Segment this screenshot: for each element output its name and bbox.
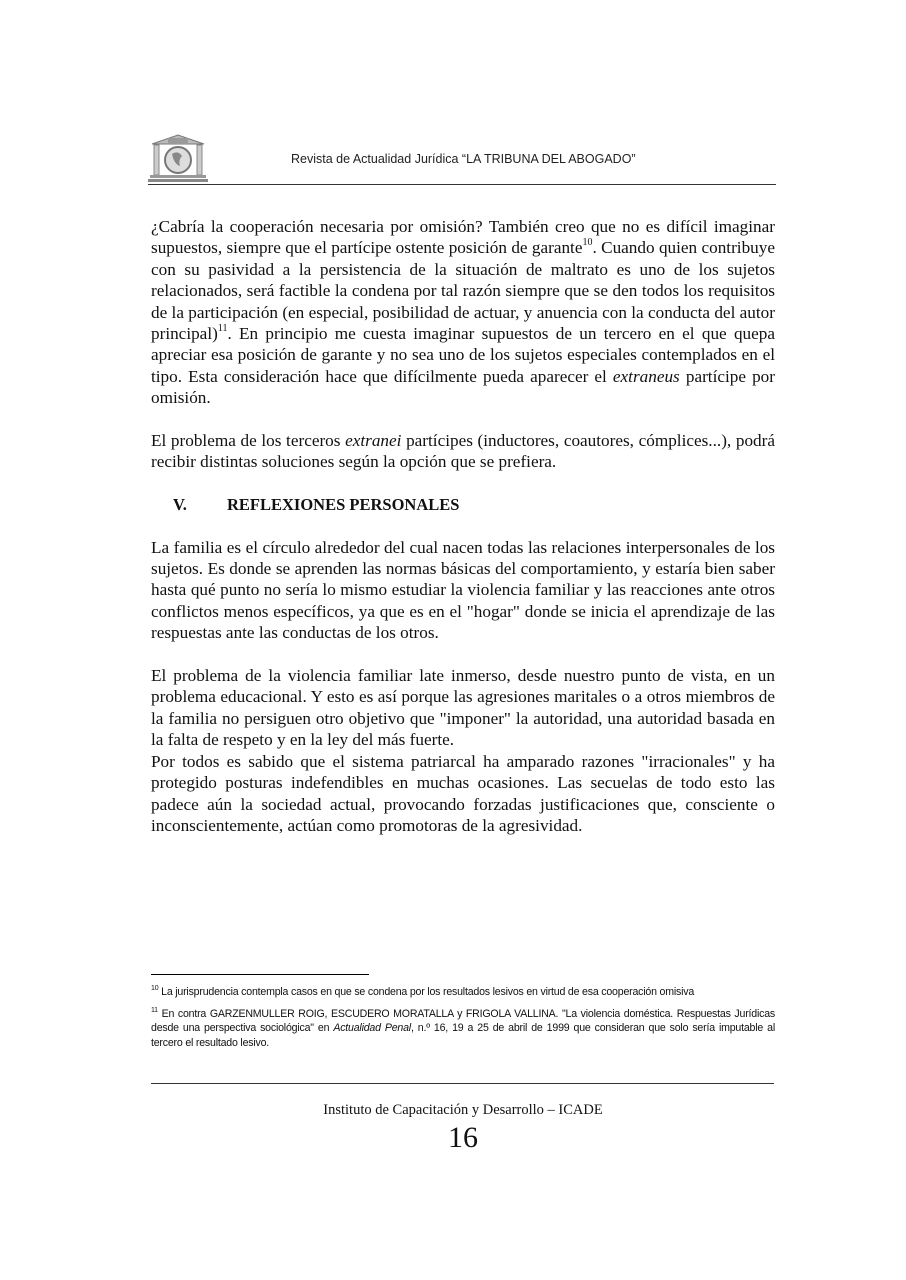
paragraph: El problema de la violencia familiar late inmerso, desde nuestro punto de vista, en un problema educacional. Y esto es así porque las agresiones maritales o a otros miembros de la familia no persiguen otro objetivo que "imponer" la autoridad, una autoridad basada en la falta de respeto y en la ley del más fuerte.	[151, 666, 775, 750]
text: ¿Cabría la cooperación necesaria por omisión? También creo que no es difícil imaginar supuestos, siempre que el partícipe ostente posición de garante	[151, 217, 775, 258]
footer-divider	[151, 1083, 774, 1084]
paragraph: Por todos es sabido que el sistema patriarcal ha amparado razones "irracionales" y ha protegido posturas indefendibles en muchas ocasiones. Las secuelas de todo esto las padece aún la sociedad actual, provocando forzadas justificaciones que, consciente o inconscientemente, actúan como promotoras de la agresividad.	[151, 751, 775, 835]
text: . En principio me cuesta imaginar supuestos de un tercero en el que quepa apreciar esa posición de garante y no sea uno de los sujetos especiales contemplados en el tipo. Esta consideración hace que difícilmente pueda aparecer el	[151, 324, 775, 386]
footnote-ref[interactable]: 10	[582, 237, 593, 249]
footnote	[151, 1007, 775, 1051]
footnote-divider	[151, 974, 369, 975]
section-title: REFLEXIONES PERSONALES	[227, 495, 460, 515]
footer-institution: Instituto de Capacitación y Desarrollo – ICADE	[323, 1102, 603, 1118]
footnote-text: , n.º 16, 19 a 25 de abril de 1999 que consideran que solo sería imputable al tercero el resultado lesivo.	[151, 1022, 775, 1049]
footnotes	[151, 985, 775, 1057]
main-text	[151, 216, 775, 858]
italic-term: extranei	[345, 431, 402, 451]
footnote-text: En contra GARZENMULLER ROIG, ESCUDERO MORATALLA y FRIGOLA VALLINA. "La violencia doméstica. Respuestas Jurídicas desde una perspectiva sociológica" en	[151, 1007, 775, 1034]
paragraph: La familia es el círculo alrededor del cual nacen todas las relaciones interpersonales de los sujetos. Es donde se aprenden las normas básicas del comportamiento, y estaría bien saber hasta qué punto no sería lo mismo estudiar la violencia familiar y las reacciones ante otros conflictos menos específicos, ya que es en el "hogar" donde se inicia el aprendizaje de las respuestas ante las conductas de los otros.	[151, 537, 775, 643]
footnote	[151, 985, 775, 1000]
footnote-number: 11	[151, 1006, 158, 1014]
page-number: 16	[448, 1121, 478, 1154]
text: . Cuando quien contribuye con su pasividad a la persistencia de la situación de maltrato es uno de los sujetos relacionados, será factible la condena por tal razón siempre que se den todos los requisitos de la participación (en especial, posibilidad de actuar, y anuencia con la conducta del autor principal)	[151, 238, 775, 344]
icade-logo-icon	[148, 134, 208, 182]
text: El problema de los terceros	[151, 431, 346, 451]
italic-term: extraneus	[612, 366, 680, 386]
footnote-text: La jurisprudencia contempla casos en que se condena por los resultados lesivos en virtud de esa cooperación omisiva	[158, 986, 695, 998]
section-number: V.	[173, 495, 187, 515]
paragraph	[151, 430, 775, 473]
text: partícipes (inductores, coautores, cómplices...), podrá recibir distintas soluciones según la opción que se prefiera.	[151, 431, 775, 472]
paragraph	[151, 216, 775, 409]
journal-title: Revista de Actualidad Jurídica “LA TRIBUNA DEL ABOGADO”	[291, 152, 636, 166]
section-heading	[151, 494, 775, 515]
page-header	[148, 130, 776, 185]
text: partícipe por omisión.	[151, 366, 775, 408]
footnote-ref[interactable]: 11	[217, 323, 228, 335]
footnote-number: 10	[151, 985, 159, 992]
footnote-italic: Actualidad Penal	[333, 1022, 411, 1034]
